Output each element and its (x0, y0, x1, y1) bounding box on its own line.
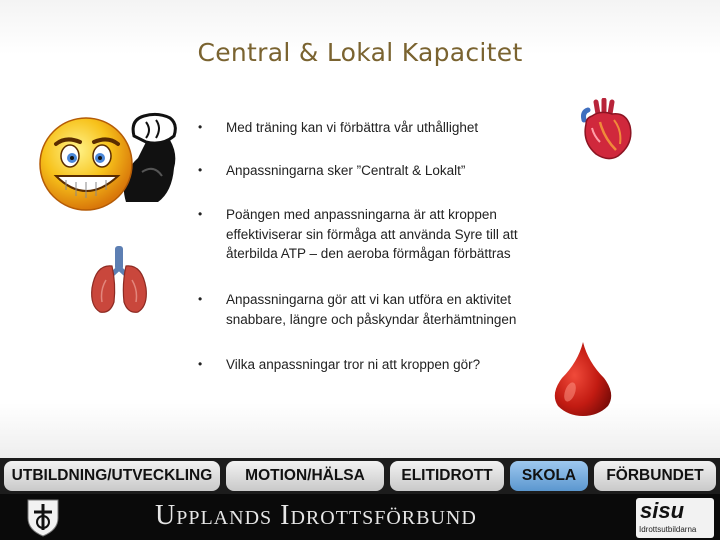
bullet-marker: • (198, 292, 203, 306)
lungs-icon (86, 244, 152, 318)
bullet-text: Poängen med anpassningarna är att kroppen effektiviserar sin förmåga att använda Syre till att återbilda ATP – den aeroba förmågan förbättras (226, 207, 518, 261)
bullet-text: Anpassningarna sker ”Centralt & Lokalt” (226, 163, 466, 178)
bullet-marker: • (198, 120, 203, 134)
tab-utbildning-utveckling[interactable]: UTBILDNING/UTVECKLING (4, 461, 220, 491)
bullet-marker: • (198, 357, 203, 371)
crest-logo-icon (24, 496, 62, 538)
tab-motion-halsa[interactable]: MOTION/HÄLSA (226, 461, 384, 491)
bullet-marker: • (198, 163, 203, 177)
slide-title: Central & Lokal Kapacitet (197, 38, 523, 67)
bullet-text: Anpassningarna gör att vi kan utföra en aktivitet snabbare, längre och påskyndar återhämtningen (226, 292, 517, 327)
strong-smiley-flexing-arm-icon (22, 106, 192, 214)
bullet-text: Med träning kan vi förbättra vår uthållighet (226, 120, 479, 135)
sisu-logo-subtitle: Idrottsutbildarna (639, 525, 697, 534)
bullet-text: Vilka anpassningar tror ni att kroppen gör? (226, 357, 481, 372)
tab-skola[interactable]: SKOLA (510, 461, 588, 491)
blood-drop-icon (548, 338, 618, 418)
sisu-logo (636, 498, 714, 538)
heart-icon (574, 98, 640, 164)
tab-elitidrott[interactable]: ELITIDROTT (390, 461, 504, 491)
bullet-marker: • (198, 207, 203, 221)
organization-name: Upplands Idrottsförbund (155, 500, 477, 531)
sisu-logo-name: sisu (640, 498, 685, 523)
nav-tab-bar (0, 458, 720, 494)
tab-forbundet[interactable]: FÖRBUNDET (594, 461, 716, 491)
footer-bar (0, 494, 720, 540)
